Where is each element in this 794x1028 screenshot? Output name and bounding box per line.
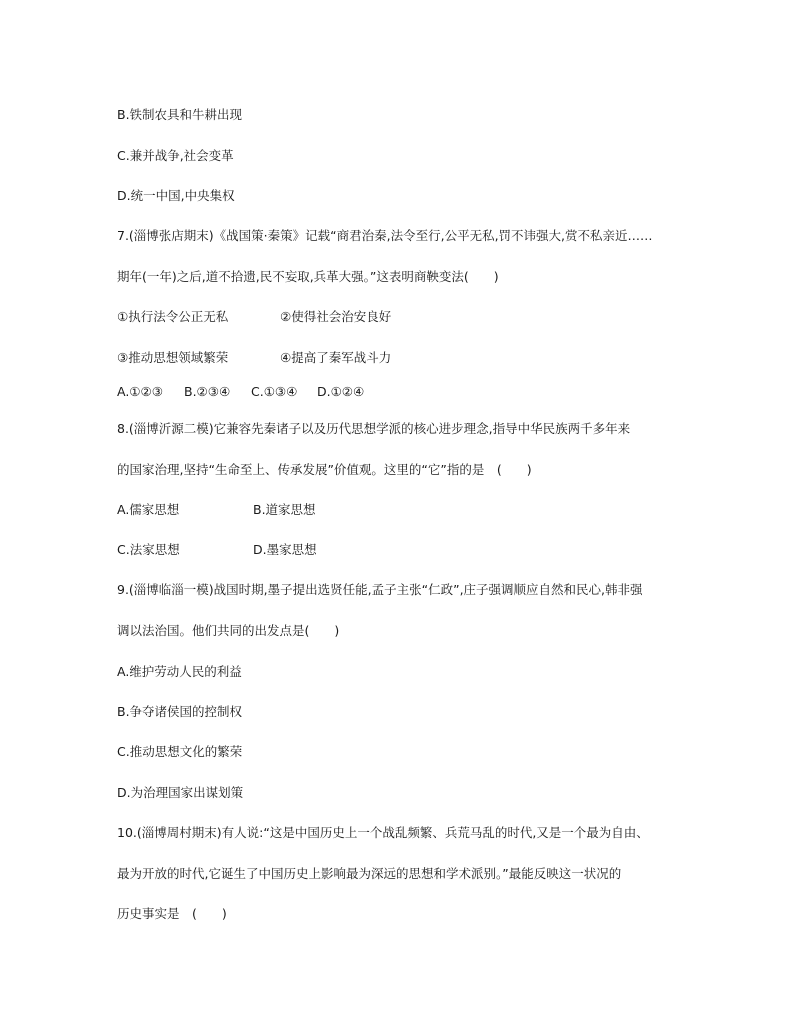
- q8-stem-line-1: 8.(淄博沂源二模)它兼容先秦诸子以及历代思想学派的核心进步理念,指导中华民族两千多年来: [117, 421, 631, 436]
- q8-stem-line-2: 的国家治理,坚持“生命至上、传承发展”价值观。这里的“它”指的是 ( ): [117, 462, 532, 477]
- q7-option-d: D.①②④: [317, 384, 365, 399]
- q10-stem-line-3: 历史事实是 ( ): [117, 906, 227, 921]
- q7-item-3: ③推动思想领域繁荣: [117, 350, 229, 365]
- q6-option-d: D.统一中国,中央集权: [117, 188, 235, 203]
- q9-option-c: C.推动思想文化的繁荣: [117, 744, 243, 759]
- q7-option-a: A.①②③: [117, 384, 163, 399]
- q8-option-d: D.墨家思想: [253, 542, 317, 557]
- q7-option-b: B.②③④: [184, 384, 231, 399]
- q8-option-a: A.儒家思想: [117, 502, 180, 517]
- q9-stem-line-1: 9.(淄博临淄一模)战国时期,墨子提出选贤任能,孟子主张“仁政”,庄子强调顺应自然和民心,韩非强: [117, 582, 643, 597]
- q7-items-row-1: [117, 309, 391, 325]
- q7-options-row: [117, 384, 364, 400]
- q8-option-c: C.法家思想: [117, 542, 180, 557]
- q8-options-row-1: [117, 502, 316, 518]
- q7-option-c: C.①③④: [251, 384, 298, 399]
- q7-item-1: ①执行法令公正无私: [117, 309, 229, 324]
- q8-option-b: B.道家思想: [253, 502, 316, 517]
- q9-option-b: B.争夺诸侯国的控制权: [117, 704, 243, 719]
- q9-stem-line-2: 调以法治国。他们共同的出发点是( ): [117, 623, 340, 638]
- q7-items-row-2: [117, 350, 391, 366]
- q7-stem-line-1: 7.(淄博张店期末)《战国策·秦策》记载“商君治秦,法令至行,公平无私,罚不讳强大,赏不私亲近……: [117, 228, 653, 243]
- q8-options-row-2: [117, 542, 317, 558]
- q10-stem-line-1: 10.(淄博周村期末)有人说:“这是中国历史上一个战乱频繁、兵荒马乱的时代,又是一个最为自由、: [117, 825, 649, 840]
- q10-stem-line-2: 最为开放的时代,它诞生了中国历史上影响最为深远的思想和学术派别。”最能反映这一状况的: [117, 866, 622, 881]
- q6-option-c: C.兼并战争,社会变革: [117, 148, 234, 163]
- q7-item-4: ④提高了秦军战斗力: [280, 350, 392, 365]
- q6-option-b: B.铁制农具和牛耕出现: [117, 107, 243, 122]
- q9-option-d: D.为治理国家出谋划策: [117, 785, 244, 800]
- q9-option-a: A.维护劳动人民的利益: [117, 664, 242, 679]
- q7-stem-line-2: 期年(一年)之后,道不拾遗,民不妄取,兵革大强。”这表明商鞅变法( ): [117, 269, 499, 284]
- q7-item-2: ②使得社会治安良好: [280, 309, 392, 324]
